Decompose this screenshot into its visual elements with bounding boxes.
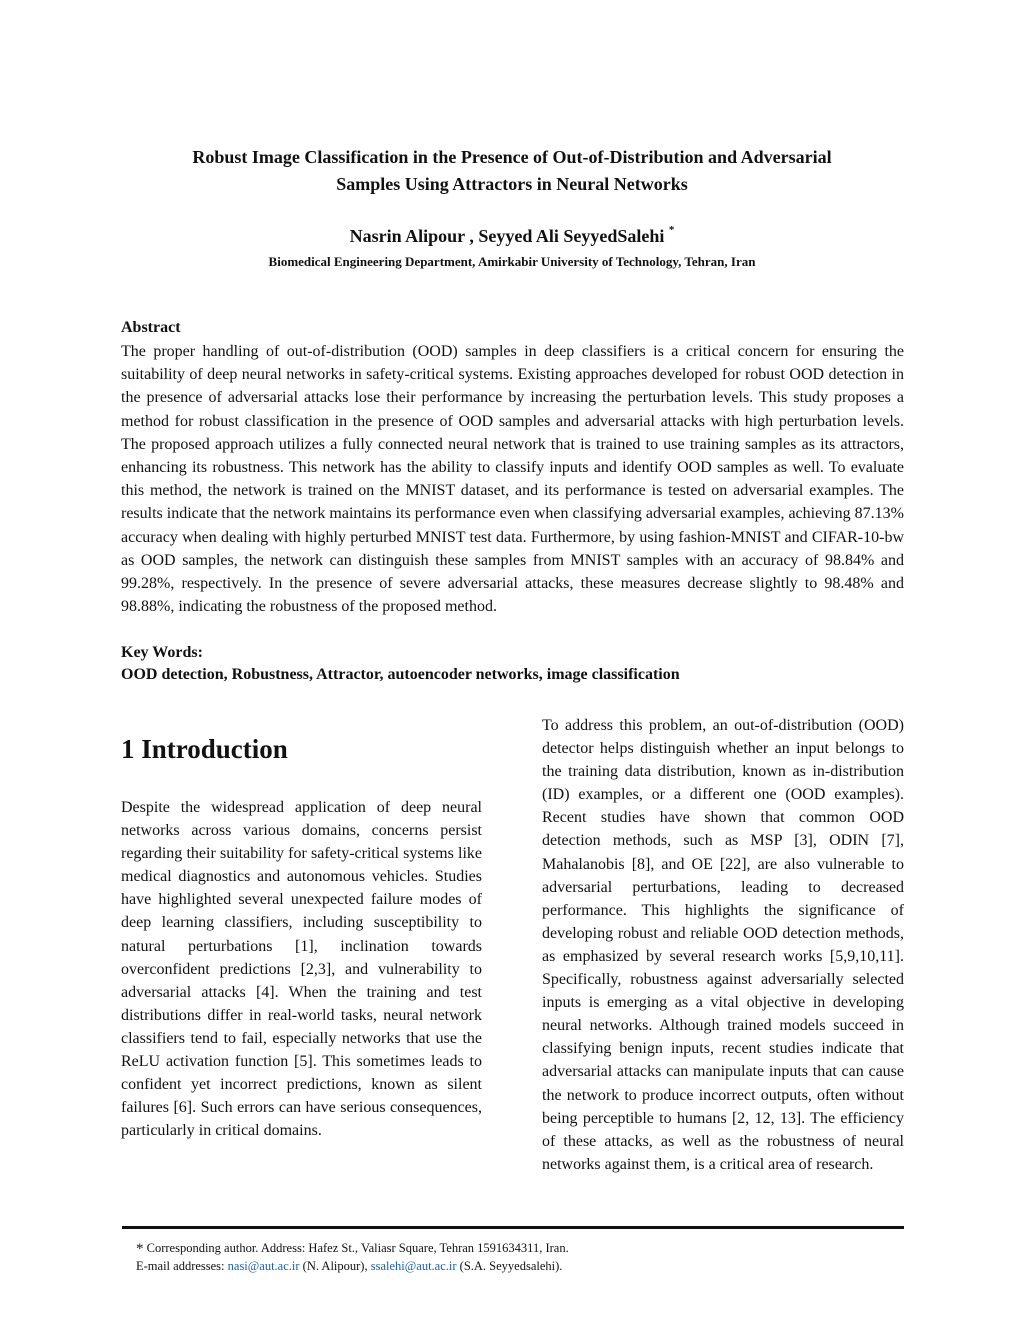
footnote-divider (122, 1226, 904, 1229)
author-list (120, 226, 904, 247)
keywords-text: OOD detection, Robustness, Attractor, autoencoder networks, image classification (121, 666, 680, 683)
section-heading-introduction: 1 Introduction (121, 734, 288, 764)
email-link-alipour[interactable]: nasi@aut.ac.ir (227, 1259, 300, 1273)
email-owner-seyyedsalehi: (S.A. Seyyedsalehi). (456, 1259, 563, 1273)
title-line-2: Samples Using Attractors in Neural Networks (336, 174, 688, 194)
intro-paragraph-right: To address this problem, an out-of-distribution (OOD) detector helps distinguish whether an input belongs to the training data distribution, known as in-distribution (ID) examples, or a different one (OOD examples). Recent studies have shown that common OOD detection methods, such as MSP [3], ODIN [7], Mahalanobis [8], and OE [22], are also vulnerable to adversarial perturbations, leading to decreased performance. This highlights the significance of developing robust and reliable OOD detection methods, as emphasized by several research works [5,9,10,11]. Specifically, robustness against adversarially selected inputs is emerging as a vital objective in developing neural networks. Although trained models succeed in classifying benign inputs, recent studies indicate that adversarial attacks can manipulate inputs that can cause the network to produce incorrect outputs, often without being perceptible to humans [2, 12, 13]. The efficiency of these attacks, as well as the robustness of neural networks against them, is a critical area of research. (542, 717, 904, 1173)
authors-text: Nasrin Alipour , Seyyed Ali SeyyedSalehi (349, 226, 665, 246)
abstract-text: The proper handling of out-of-distribution (OOD) samples in deep classifiers is a critical concern for ensuring the suitability of deep neural networks in safety-critical systems. Existing approaches developed for robust OOD detection in the presence of adversarial attacks lose their performance by increasing the perturbation levels. This study proposes a method for robust classification in the presence of OOD samples and adversarial attacks with high perturbation levels. The proposed approach utilizes a fully connected neural network that is trained to use training samples as its attractors, enhancing its robustness. This network has the ability to classify inputs and identify OOD samples as well. To evaluate this method, the network is trained on the MNIST dataset, and its performance is tested on adversarial examples. The results indicate that the network maintains its performance even when classifying adversarial examples, achieving 87.13% accuracy when dealing with highly perturbed MNIST test data. Furthermore, by using fashion-MNIST and CIFAR-10-bw as OOD samples, the network can distinguish these samples from MNIST samples with an accuracy of 98.84% and 99.28%, respectively. In the presence of severe adversarial attacks, these measures decrease slightly to 98.48% and 98.88%, indicating the robustness of the proposed method. (121, 343, 904, 616)
paper-title (120, 144, 904, 198)
corresponding-author-mark: * (668, 224, 675, 236)
email-label: E-mail addresses: (136, 1259, 228, 1273)
footnote-address: Corresponding author. Address: Hafez St., Valiasr Square, Tehran 1591634311, Iran. (146, 1241, 569, 1255)
email-link-seyyedsalehi[interactable]: ssalehi@aut.ac.ir (370, 1259, 457, 1273)
footnote-mark: * (136, 1241, 144, 1257)
intro-paragraph-left: Despite the widespread application of deep neural networks across various domains, concerns persist regarding their suitability for safety-critical systems like medical diagnostics and autonomous vehicles. Studies have highlighted several unexpected failure modes of deep learning classifiers, including susceptibility to natural perturbations [1], inclination towards overconfident predictions [2,3], and vulnerability to adversarial attacks [4]. When the training and test distributions differ in real-world tasks, neural network classifiers tend to fail, especially networks that use the ReLU activation function [5]. This sometimes leads to confident yet incorrect predictions, known as silent failures [6]. Such errors can have serious consequences, particularly in critical domains. (121, 799, 482, 1140)
title-line-1: Robust Image Classification in the Presence of Out-of-Distribution and Adversarial (192, 147, 832, 167)
footnote-emails (136, 1259, 562, 1274)
footnote-corresponding (136, 1240, 569, 1257)
affiliation: Biomedical Engineering Department, Amirkabir University of Technology, Tehran, Iran (268, 254, 756, 269)
keywords-heading: Key Words: (121, 644, 203, 661)
abstract-heading: Abstract (121, 319, 181, 336)
email-owner-alipour: (N. Alipour), (299, 1259, 371, 1273)
